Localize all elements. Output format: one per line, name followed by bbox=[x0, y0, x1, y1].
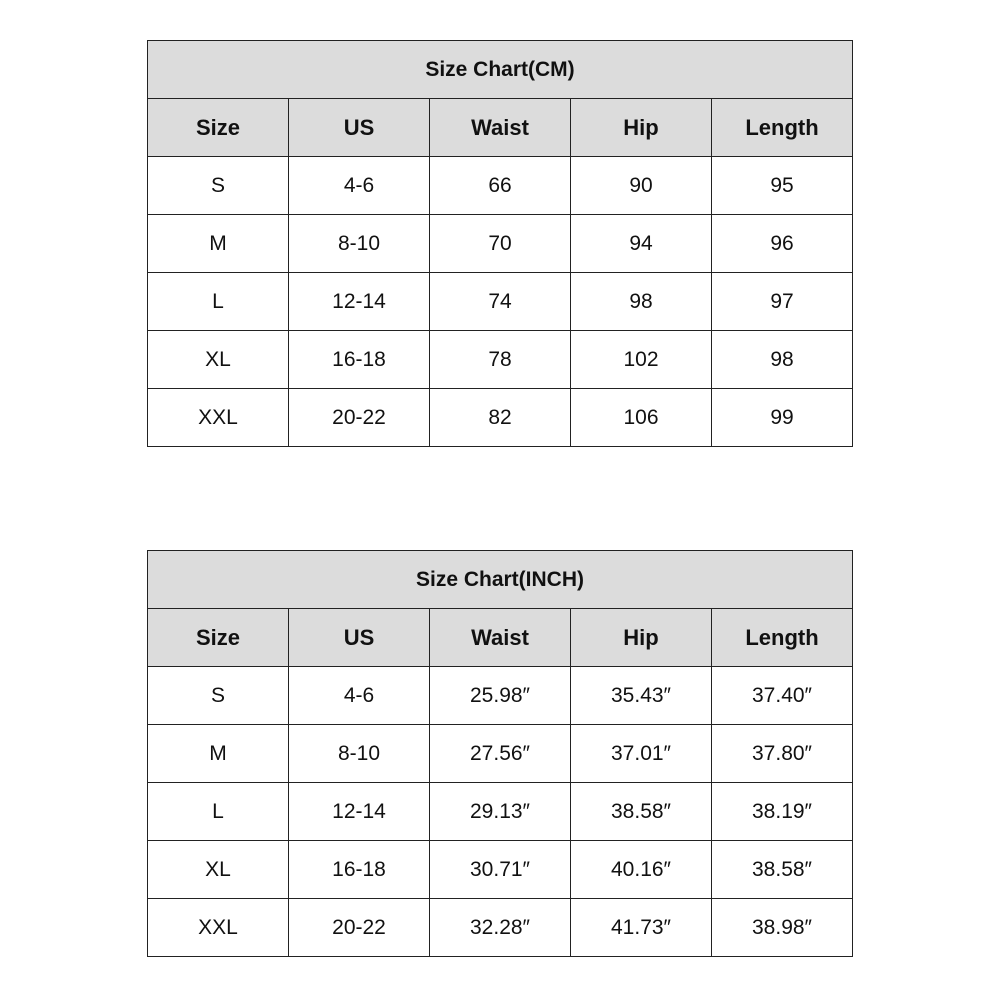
cell-us: 16-18 bbox=[289, 331, 430, 389]
cell-size: S bbox=[148, 667, 289, 725]
cell-length: 38.58″ bbox=[712, 841, 853, 899]
table-row bbox=[148, 157, 853, 215]
cell-size: L bbox=[148, 273, 289, 331]
size-chart-inch-table bbox=[147, 550, 853, 957]
cell-waist: 32.28″ bbox=[430, 899, 571, 957]
cell-hip: 98 bbox=[571, 273, 712, 331]
cell-length: 37.40″ bbox=[712, 667, 853, 725]
cell-us: 20-22 bbox=[289, 899, 430, 957]
cell-size: M bbox=[148, 215, 289, 273]
cell-length: 38.19″ bbox=[712, 783, 853, 841]
column-header-hip: Hip bbox=[571, 609, 712, 667]
cell-waist: 66 bbox=[430, 157, 571, 215]
table-row bbox=[148, 725, 853, 783]
cell-size: M bbox=[148, 725, 289, 783]
cell-us: 20-22 bbox=[289, 389, 430, 447]
table-row bbox=[148, 389, 853, 447]
cell-hip: 35.43″ bbox=[571, 667, 712, 725]
table-row bbox=[148, 667, 853, 725]
cell-hip: 40.16″ bbox=[571, 841, 712, 899]
cell-length: 97 bbox=[712, 273, 853, 331]
column-header-size: Size bbox=[148, 609, 289, 667]
column-header-waist: Waist bbox=[430, 99, 571, 157]
cell-length: 37.80″ bbox=[712, 725, 853, 783]
table-row bbox=[148, 331, 853, 389]
table-row bbox=[148, 841, 853, 899]
table-row bbox=[148, 899, 853, 957]
cell-hip: 38.58″ bbox=[571, 783, 712, 841]
cell-hip: 106 bbox=[571, 389, 712, 447]
cell-waist: 74 bbox=[430, 273, 571, 331]
cell-us: 16-18 bbox=[289, 841, 430, 899]
cell-waist: 82 bbox=[430, 389, 571, 447]
table-header-row bbox=[148, 609, 853, 667]
cell-waist: 78 bbox=[430, 331, 571, 389]
cell-length: 95 bbox=[712, 157, 853, 215]
cell-hip: 37.01″ bbox=[571, 725, 712, 783]
cell-us: 8-10 bbox=[289, 725, 430, 783]
cell-us: 4-6 bbox=[289, 157, 430, 215]
cell-length: 99 bbox=[712, 389, 853, 447]
table-header-row bbox=[148, 99, 853, 157]
column-header-waist: Waist bbox=[430, 609, 571, 667]
table-title: Size Chart(INCH) bbox=[148, 551, 853, 609]
cell-us: 12-14 bbox=[289, 273, 430, 331]
cell-size: XXL bbox=[148, 899, 289, 957]
column-header-hip: Hip bbox=[571, 99, 712, 157]
table-title: Size Chart(CM) bbox=[148, 41, 853, 99]
cell-us: 8-10 bbox=[289, 215, 430, 273]
cell-size: L bbox=[148, 783, 289, 841]
table-row bbox=[148, 215, 853, 273]
cell-waist: 30.71″ bbox=[430, 841, 571, 899]
cell-waist: 70 bbox=[430, 215, 571, 273]
cell-size: S bbox=[148, 157, 289, 215]
cell-size: XL bbox=[148, 841, 289, 899]
column-header-size: Size bbox=[148, 99, 289, 157]
table-row bbox=[148, 783, 853, 841]
cell-us: 12-14 bbox=[289, 783, 430, 841]
column-header-us: US bbox=[289, 609, 430, 667]
cell-hip: 94 bbox=[571, 215, 712, 273]
table-title-row bbox=[148, 551, 853, 609]
table-title-row bbox=[148, 41, 853, 99]
cell-hip: 41.73″ bbox=[571, 899, 712, 957]
column-header-us: US bbox=[289, 99, 430, 157]
cell-us: 4-6 bbox=[289, 667, 430, 725]
column-header-length: Length bbox=[712, 99, 853, 157]
cell-waist: 27.56″ bbox=[430, 725, 571, 783]
column-header-length: Length bbox=[712, 609, 853, 667]
cell-hip: 90 bbox=[571, 157, 712, 215]
cell-length: 96 bbox=[712, 215, 853, 273]
cell-size: XL bbox=[148, 331, 289, 389]
cell-length: 38.98″ bbox=[712, 899, 853, 957]
size-chart-cm-table bbox=[147, 40, 853, 447]
cell-size: XXL bbox=[148, 389, 289, 447]
cell-hip: 102 bbox=[571, 331, 712, 389]
cell-length: 98 bbox=[712, 331, 853, 389]
table-row bbox=[148, 273, 853, 331]
cell-waist: 25.98″ bbox=[430, 667, 571, 725]
cell-waist: 29.13″ bbox=[430, 783, 571, 841]
